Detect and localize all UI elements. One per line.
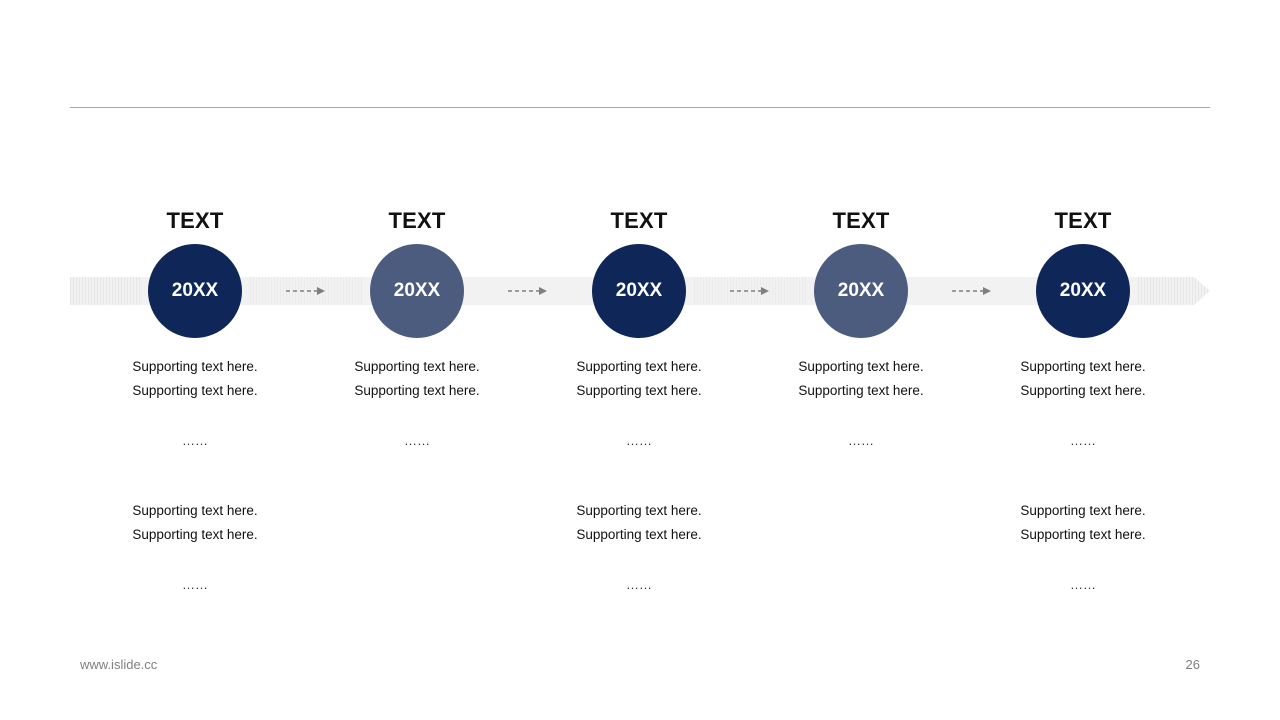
support-block-1: [95, 355, 295, 403]
milestone-title: TEXT: [832, 208, 890, 233]
milestone-title: TEXT: [610, 208, 668, 233]
milestone-1: [95, 205, 295, 597]
support-block-1: [983, 355, 1183, 403]
supporting-text: Supporting text here.: [354, 383, 480, 398]
supporting-text: Supporting text here.: [576, 527, 702, 542]
supporting-text: Supporting text here.: [132, 503, 258, 518]
support-block-1: [761, 355, 961, 403]
year-label: 20XX: [615, 280, 663, 301]
footer-website: www.islide.cc: [80, 657, 158, 672]
milestone-4: [761, 205, 961, 453]
year-circle: [1036, 244, 1130, 338]
milestone-title: TEXT: [1054, 208, 1112, 233]
ellipsis: ……: [182, 433, 208, 448]
support-block-2: [539, 499, 739, 547]
supporting-text: Supporting text here.: [576, 359, 702, 374]
supporting-text: Supporting text here.: [354, 359, 480, 374]
ellipsis: ……: [1070, 577, 1096, 592]
support-block-1: [539, 355, 739, 403]
year-circle: [592, 244, 686, 338]
ellipsis: ……: [182, 577, 208, 592]
supporting-text: Supporting text here.: [576, 503, 702, 518]
support-block-1: [317, 355, 517, 403]
support-block-2: [95, 499, 295, 547]
supporting-text: Supporting text here.: [1020, 359, 1146, 374]
ellipsis: ……: [626, 577, 652, 592]
supporting-text: Supporting text here.: [132, 359, 258, 374]
supporting-text: Supporting text here.: [1020, 383, 1146, 398]
supporting-text: Supporting text here.: [1020, 503, 1146, 518]
ellipsis: ……: [848, 433, 874, 448]
year-label: 20XX: [393, 280, 441, 301]
supporting-text: Supporting text here.: [1020, 527, 1146, 542]
supporting-text: Supporting text here.: [798, 359, 924, 374]
milestone-2: [317, 205, 517, 453]
milestone-title: TEXT: [388, 208, 446, 233]
ellipsis: ……: [626, 433, 652, 448]
supporting-text: Supporting text here.: [576, 383, 702, 398]
year-circle: [370, 244, 464, 338]
year-circle: [814, 244, 908, 338]
ellipsis: ……: [404, 433, 430, 448]
support-block-2: [983, 499, 1183, 547]
year-label: 20XX: [837, 280, 885, 301]
milestone-5: [983, 205, 1183, 597]
milestone-3: [539, 205, 739, 597]
supporting-text: Supporting text here.: [132, 383, 258, 398]
ellipsis: ……: [1070, 433, 1096, 448]
top-divider: [70, 107, 1210, 108]
milestone-title: TEXT: [166, 208, 224, 233]
year-circle: [148, 244, 242, 338]
supporting-text: Supporting text here.: [798, 383, 924, 398]
supporting-text: Supporting text here.: [132, 527, 258, 542]
year-label: 20XX: [171, 280, 219, 301]
page-number: 26: [1185, 657, 1200, 672]
year-label: 20XX: [1059, 280, 1107, 301]
